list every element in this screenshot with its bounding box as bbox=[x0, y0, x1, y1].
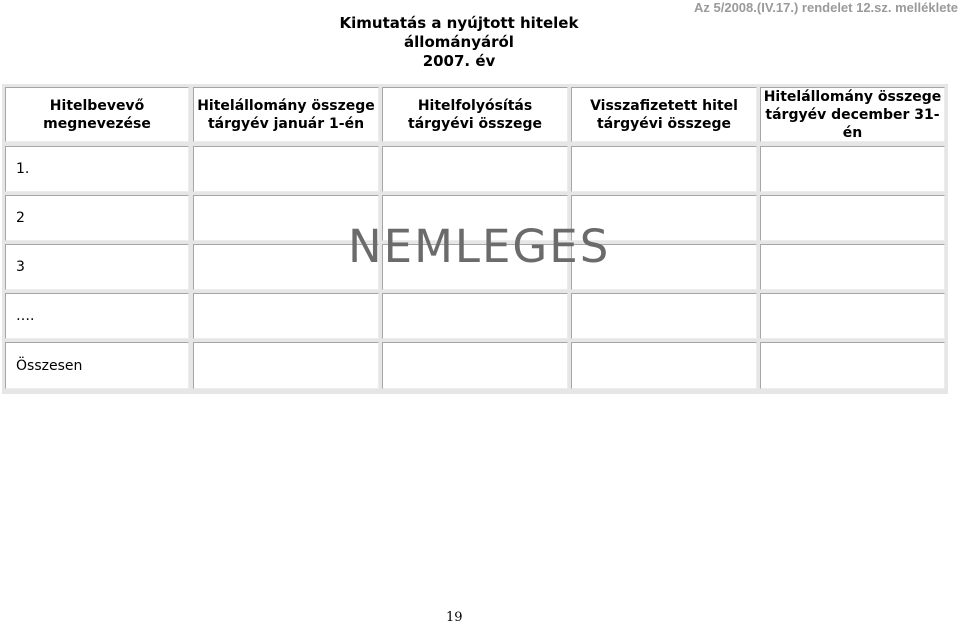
row-label-ellipsis: …. bbox=[5, 293, 189, 339]
column-header-closing-balance: Hitelállomány összege tárgyév december 31-én bbox=[760, 87, 945, 142]
loan-table bbox=[2, 84, 948, 394]
nemleges-stamp: NEMLEGES bbox=[348, 220, 611, 273]
table-cell bbox=[382, 244, 568, 290]
table-cell bbox=[382, 146, 568, 192]
table-cell bbox=[193, 342, 379, 389]
column-header-borrower: Hitelbevevő megnevezése bbox=[5, 87, 189, 142]
row-label-2: 2 bbox=[5, 195, 189, 241]
column-header-opening-balance: Hitelállomány összege tárgyév január 1-én bbox=[193, 87, 379, 142]
table-cell bbox=[382, 293, 568, 339]
table-cell bbox=[760, 342, 945, 389]
column-header-disbursement: Hitelfolyósítás tárgyévi összege bbox=[382, 87, 568, 142]
page-number: 19 bbox=[446, 610, 463, 625]
title-line-2: 2007. év bbox=[422, 52, 496, 70]
table-cell bbox=[193, 244, 379, 290]
table-cell bbox=[760, 195, 945, 241]
table-cell bbox=[193, 146, 379, 192]
document-title bbox=[300, 14, 618, 71]
table-cell bbox=[382, 195, 568, 241]
table-cell bbox=[193, 195, 379, 241]
row-label-total: Összesen bbox=[5, 342, 189, 389]
regulation-reference: Az 5/2008.(IV.17.) rendelet 12.sz. melléklete bbox=[694, 0, 958, 15]
table-cell bbox=[193, 293, 379, 339]
column-header-repaid: Visszafizetett hitel tárgyévi összege bbox=[571, 87, 757, 142]
table-cell bbox=[571, 293, 757, 339]
row-label-1: 1. bbox=[5, 146, 189, 192]
table-cell bbox=[760, 244, 945, 290]
table-cell bbox=[571, 146, 757, 192]
table-cell bbox=[760, 293, 945, 339]
table-cell bbox=[571, 195, 757, 241]
table-cell bbox=[760, 146, 945, 192]
title-line-1: Kimutatás a nyújtott hitelek állományáról bbox=[339, 14, 579, 51]
row-label-3: 3 bbox=[5, 244, 189, 290]
table-cell bbox=[571, 342, 757, 389]
table-cell bbox=[571, 244, 757, 290]
table-cell bbox=[382, 342, 568, 389]
